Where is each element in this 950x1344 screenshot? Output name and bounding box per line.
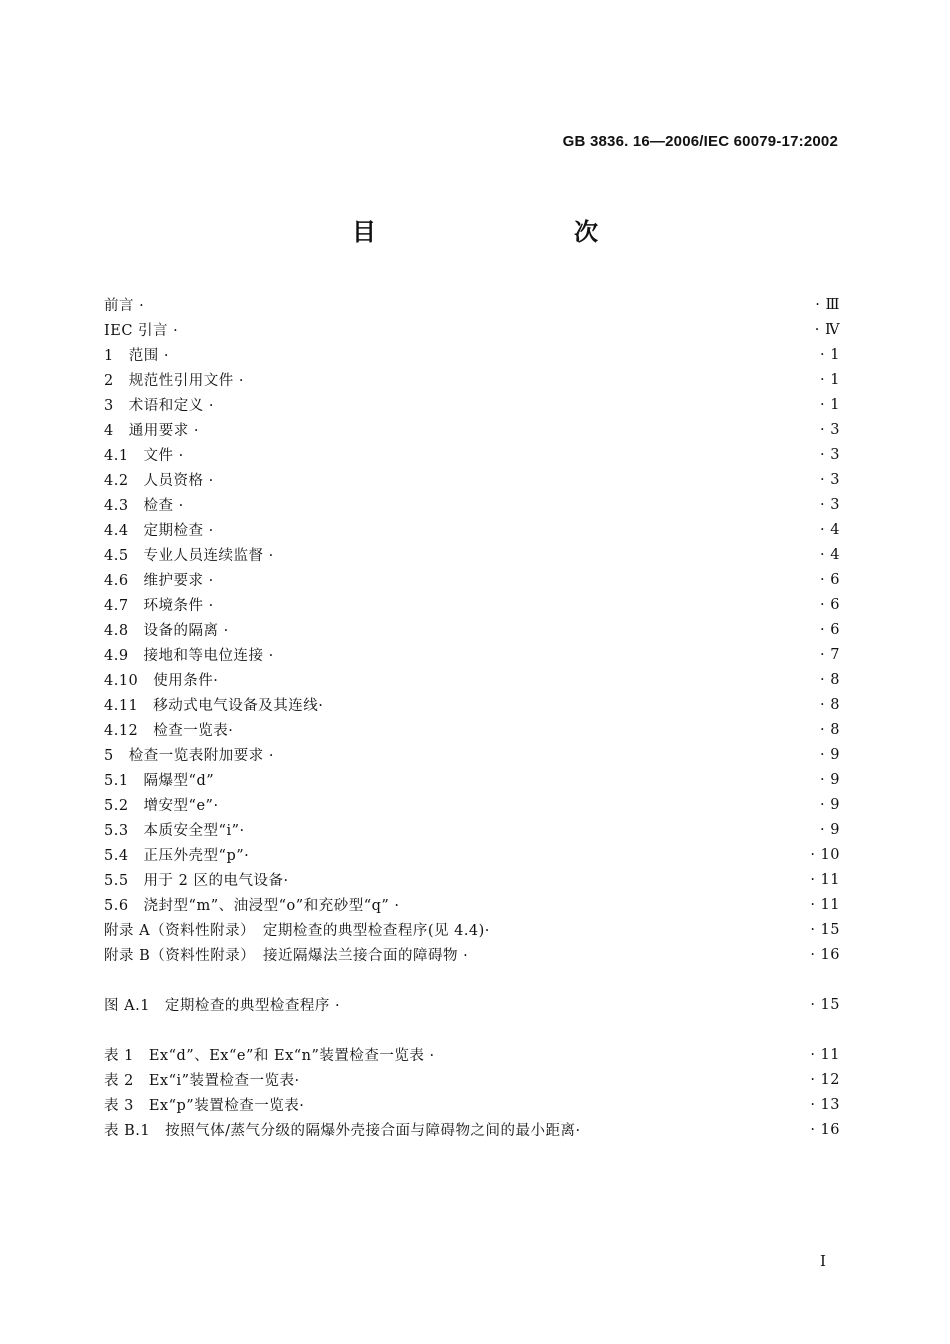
toc-entry-label: 4.12 检查一览表· [104,723,234,739]
toc-entry-page: · 3 [820,496,840,513]
toc-entry[interactable] [104,392,840,417]
toc-entry-page: · 15 [810,996,840,1013]
toc-entry-label: 5.2 增安型“e”· [104,798,219,814]
toc-entry-label: 图 A.1 定期检查的典型检查程序 · [104,998,341,1014]
toc-entry[interactable] [104,492,840,517]
toc-entry[interactable] [104,442,840,467]
toc-entry-label: 4.4 定期检查 · [104,523,214,539]
toc-entry-page: · 3 [820,471,840,488]
toc-entry-label: 5.4 正压外壳型“p”· [104,848,250,864]
toc-entry-label: 表 1 Ex“d”、Ex“e”和 Ex“n”装置检查一览表 · [104,1048,435,1064]
toc-entry-page: · 1 [820,396,840,413]
toc-entry[interactable] [104,317,840,342]
toc-entry[interactable] [104,942,840,967]
toc-entry-label: 4.9 接地和等电位连接 · [104,648,274,664]
table-of-contents [104,292,840,1142]
toc-entry-page: · 6 [820,596,840,613]
toc-entry[interactable] [104,817,840,842]
toc-entry-page: · 9 [820,746,840,763]
toc-entry[interactable] [104,842,840,867]
toc-entry-page: · 3 [820,421,840,438]
toc-entry-label: 4.10 使用条件· [104,673,219,689]
toc-entry-label: 前言 · [104,298,145,314]
toc-entry-page: · 10 [810,846,840,863]
toc-entry-page: · 11 [810,871,840,888]
toc-entry-page: · 7 [820,646,840,663]
toc-entry[interactable] [104,292,840,317]
toc-entry-page: · 11 [810,1046,840,1063]
toc-entry[interactable] [104,1092,840,1117]
toc-entry-page: · 12 [810,1071,840,1088]
toc-entry-label: 表 B.1 按照气体/蒸气分级的隔爆外壳接合面与障碍物之间的最小距离· [104,1123,581,1139]
toc-entry[interactable] [104,667,840,692]
page-number: I [820,1252,826,1270]
toc-entry[interactable] [104,1067,840,1092]
document-standard-number: GB 3836. 16—2006/IEC 60079-17:2002 [562,133,838,150]
toc-entry-page: · 8 [820,721,840,738]
toc-entry-label: 4.6 维护要求 · [104,573,214,589]
toc-entry-page: · 8 [820,671,840,688]
toc-entry[interactable] [104,342,840,367]
toc-entry[interactable] [104,742,840,767]
toc-entry-label: 4.8 设备的隔离 · [104,623,229,639]
toc-entry[interactable] [104,717,840,742]
toc-entry[interactable] [104,692,840,717]
toc-entry[interactable] [104,792,840,817]
toc-entry[interactable] [104,467,840,492]
toc-entry-page: · 13 [810,1096,840,1113]
toc-entry[interactable] [104,592,840,617]
toc-entry-label: 5.1 隔爆型“d” [104,773,215,789]
toc-entry-label: 附录 A（资料性附录） 定期检查的典型检查程序(见 4.4)· [104,923,490,939]
toc-entry-page: · Ⅲ [815,296,840,313]
toc-entry-label: IEC 引言 · [104,323,179,339]
toc-entry-label: 4.7 环境条件 · [104,598,214,614]
toc-entry-label: 4.2 人员资格 · [104,473,214,489]
toc-entry-page: · 8 [820,696,840,713]
toc-entry-page: · 9 [820,796,840,813]
toc-entry-label: 附录 B（资料性附录） 接近隔爆法兰接合面的障碍物 · [104,948,469,964]
toc-entry[interactable] [104,517,840,542]
page-title: 目 次 [352,218,648,246]
toc-entry-page: · 1 [820,371,840,388]
toc-entry-page: · 15 [810,921,840,938]
toc-entry-page: · 9 [820,771,840,788]
toc-entry-page: · 11 [810,896,840,913]
toc-entry[interactable] [104,1042,840,1067]
toc-entry[interactable] [104,867,840,892]
toc-entry-label: 4.3 检查 · [104,498,184,514]
toc-entry-label: 4.5 专业人员连续监督 · [104,548,274,564]
toc-entry[interactable] [104,367,840,392]
toc-entry-label: 4.11 移动式电气设备及其连线· [104,698,324,714]
toc-entry-label: 5.5 用于 2 区的电气设备· [104,873,289,889]
toc-entry-label: 5 检查一览表附加要求 · [104,748,274,764]
toc-entry[interactable] [104,542,840,567]
toc-entry-page: · 16 [810,946,840,963]
toc-entry[interactable] [104,1117,840,1142]
toc-entry-label: 4 通用要求 · [104,423,199,439]
toc-entry[interactable] [104,992,840,1017]
toc-entry-page: · 4 [820,521,840,538]
toc-entry[interactable] [104,567,840,592]
toc-entry-page: · Ⅳ [814,321,840,338]
toc-entry-page: · 16 [810,1121,840,1138]
toc-entry[interactable] [104,417,840,442]
toc-entry[interactable] [104,767,840,792]
toc-entry-label: 表 3 Ex“p”装置检查一览表· [104,1098,305,1114]
toc-entry-label: 表 2 Ex“i”装置检查一览表· [104,1073,300,1089]
toc-entry-label: 4.1 文件 · [104,448,184,464]
toc-entry-label: 3 术语和定义 · [104,398,214,414]
toc-entry-label: 2 规范性引用文件 · [104,373,244,389]
toc-entry[interactable] [104,642,840,667]
toc-entry-label: 1 范围 · [104,348,169,364]
toc-entry-page: · 9 [820,821,840,838]
toc-entry-label: 5.6 浇封型“m”、油浸型“o”和充砂型“q” · [104,898,400,914]
toc-entry[interactable] [104,917,840,942]
toc-entry[interactable] [104,892,840,917]
toc-entry-page: · 3 [820,446,840,463]
toc-entry-page: · 4 [820,546,840,563]
toc-entry-page: · 6 [820,621,840,638]
toc-entry-label: 5.3 本质安全型“i”· [104,823,245,839]
toc-entry[interactable] [104,617,840,642]
toc-entry-page: · 6 [820,571,840,588]
toc-entry-page: · 1 [820,346,840,363]
